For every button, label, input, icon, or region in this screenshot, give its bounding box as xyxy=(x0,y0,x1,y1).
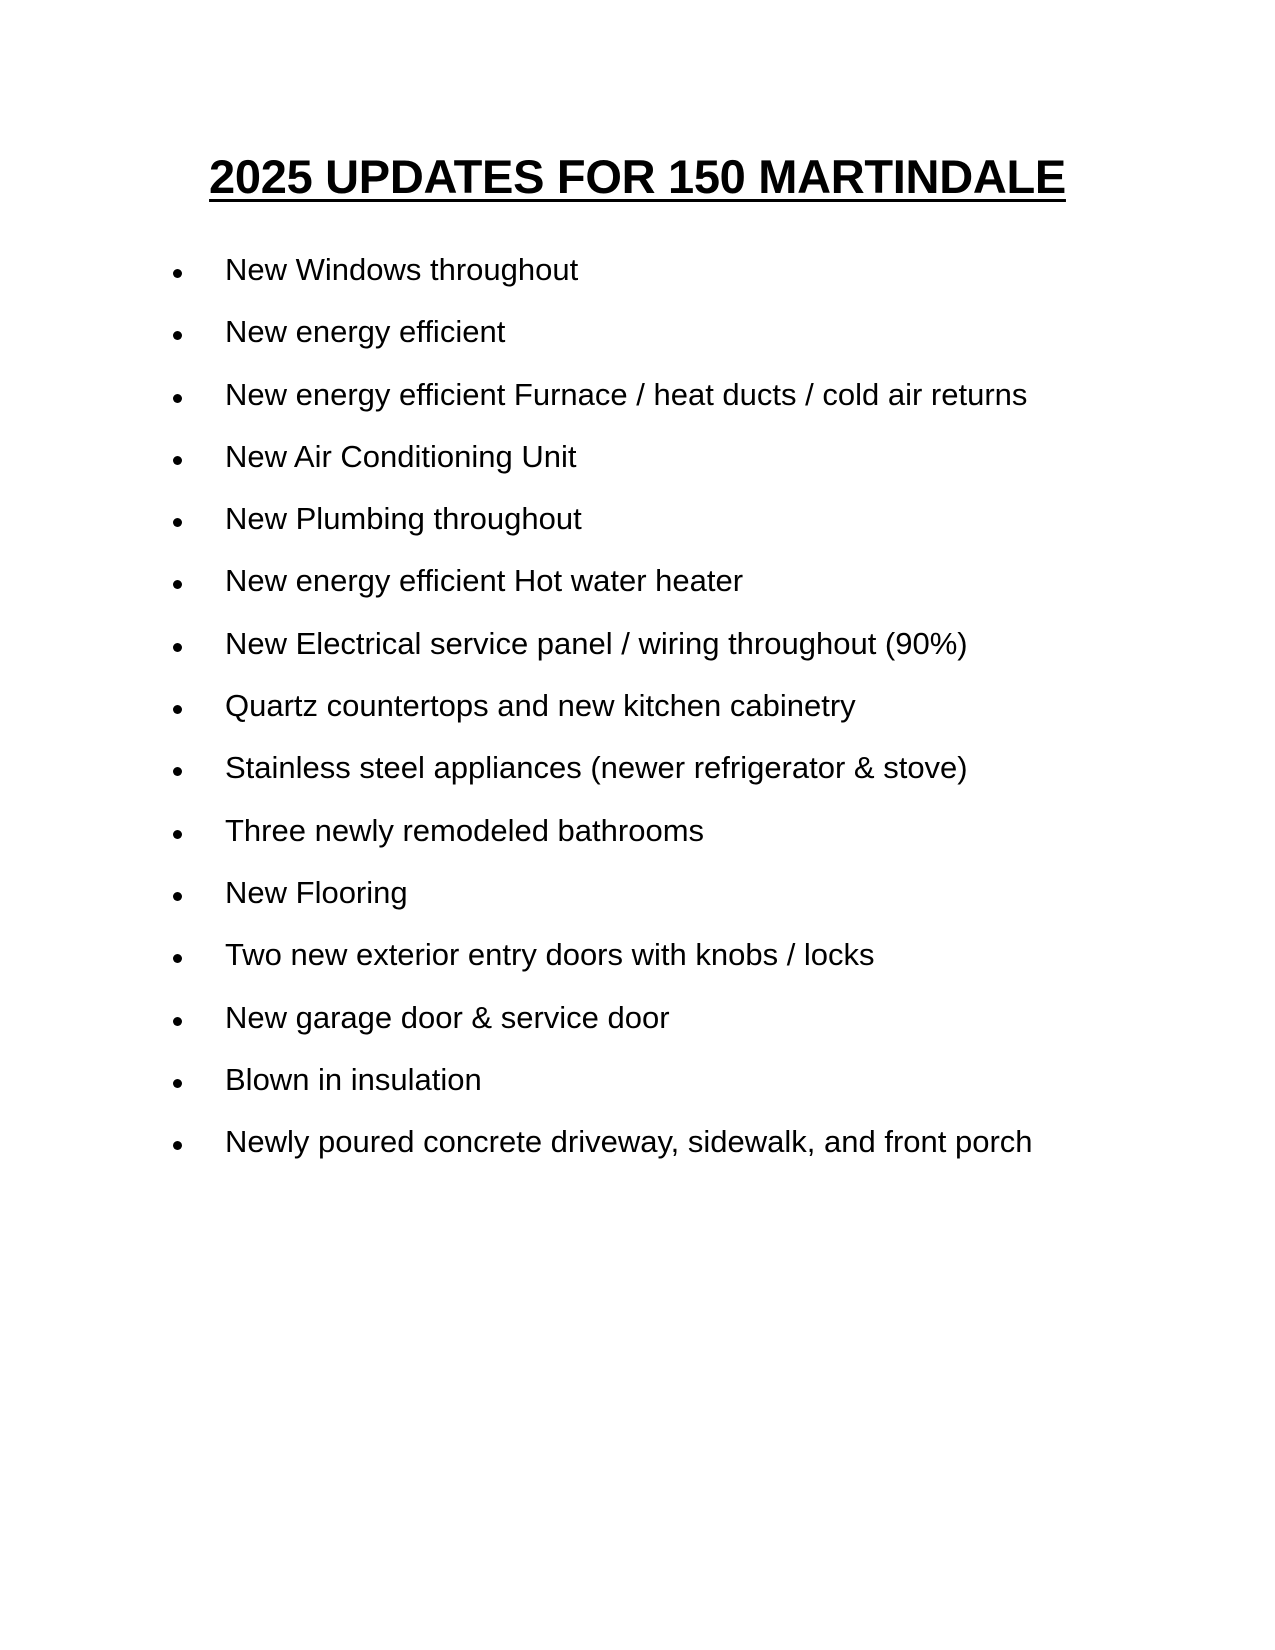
bullet-icon xyxy=(173,892,182,901)
list-item-text: New Air Conditioning Unit xyxy=(225,438,577,474)
bullet-icon xyxy=(173,767,182,776)
bullet-icon xyxy=(173,643,182,652)
list-item xyxy=(0,376,1200,442)
list-item xyxy=(0,438,1200,504)
list-item-text: New garage door & service door xyxy=(225,999,670,1035)
list-item-text: New Electrical service panel / wiring throughout (90%) xyxy=(225,625,968,661)
list-item xyxy=(0,688,1200,753)
list-item-text: New Windows throughout xyxy=(225,252,579,287)
bullet-icon xyxy=(173,331,182,340)
bullet-icon xyxy=(173,954,182,963)
list-item-text: New energy efficient Furnace / heat ducts / cold air returns xyxy=(225,376,1028,412)
bullet-icon xyxy=(173,456,182,465)
list-item xyxy=(0,501,1200,566)
list-item xyxy=(0,1124,1200,1189)
bullet-icon xyxy=(173,269,182,278)
bullet-icon xyxy=(173,1079,182,1088)
bullet-icon xyxy=(173,518,182,527)
list-item-text: Quartz countertops and new kitchen cabinetry xyxy=(225,688,856,724)
bullet-icon xyxy=(173,1141,182,1150)
list-item xyxy=(0,750,1200,815)
list-item xyxy=(0,812,1200,878)
bullet-icon xyxy=(173,580,182,589)
bullet-icon xyxy=(173,830,182,839)
list-item-text: Newly poured concrete driveway, sidewalk, and front porch xyxy=(225,1124,1033,1160)
list-item-text: Stainless steel appliances (newer refrigerator & stove) xyxy=(225,750,968,786)
list-item xyxy=(0,314,1200,379)
updates-list xyxy=(0,252,1200,1189)
list-item-text: New energy efficient Hot water heater xyxy=(225,563,744,599)
list-item xyxy=(0,874,1200,940)
list-item-text: New Flooring xyxy=(225,874,408,910)
list-item-text: Three newly remodeled bathrooms xyxy=(225,812,705,848)
list-item xyxy=(0,1061,1200,1127)
list-item xyxy=(0,252,1200,317)
list-item-text: Blown in insulation xyxy=(225,1061,482,1097)
list-item-text: New energy efficient xyxy=(225,314,506,350)
page-title: 2025 UPDATES FOR 150 MARTINDALE xyxy=(209,150,1066,203)
list-item xyxy=(0,937,1200,1002)
bullet-icon xyxy=(173,1017,182,1026)
list-item-text: Two new exterior entry doors with knobs / locks xyxy=(225,937,875,973)
list-item xyxy=(0,625,1200,691)
list-item xyxy=(0,563,1200,628)
list-item-text: New Plumbing throughout xyxy=(225,501,582,537)
list-item xyxy=(0,999,1200,1065)
bullet-icon xyxy=(173,705,182,714)
bullet-icon xyxy=(173,394,182,403)
